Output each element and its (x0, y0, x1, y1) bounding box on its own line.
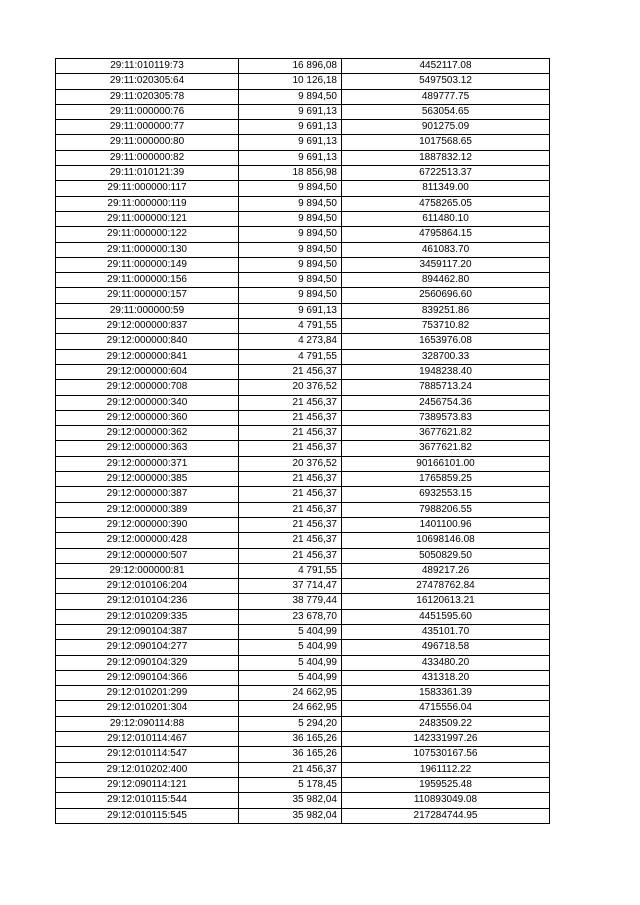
cadastral-number-cell: 29:11:000000:80 (56, 135, 239, 150)
table-row (56, 747, 550, 762)
table-row (56, 793, 550, 808)
cadastral-number-cell: 29:12:000000:428 (56, 533, 239, 548)
area-cell: 9 894,50 (239, 211, 342, 226)
value-cell: 611480.10 (342, 211, 550, 226)
value-cell: 4795864.15 (342, 227, 550, 242)
cadastral-number-cell: 29:12:010202:400 (56, 762, 239, 777)
table-row (56, 150, 550, 165)
area-cell: 20 376,52 (239, 456, 342, 471)
cadastral-number-cell: 29:12:000000:390 (56, 517, 239, 532)
cadastral-number-cell: 29:12:090114:88 (56, 716, 239, 731)
value-cell: 1887832.12 (342, 150, 550, 165)
value-cell: 27478762.84 (342, 579, 550, 594)
cadastral-number-cell: 29:11:000000:76 (56, 104, 239, 119)
cadastral-number-cell: 29:12:010115:545 (56, 808, 239, 823)
area-cell: 5 404,99 (239, 655, 342, 670)
value-cell: 1653976.08 (342, 334, 550, 349)
table-row (56, 166, 550, 181)
value-cell: 110893049.08 (342, 793, 550, 808)
area-cell: 9 894,50 (239, 196, 342, 211)
area-cell: 24 662,95 (239, 701, 342, 716)
cadastral-number-cell: 29:12:000000:387 (56, 487, 239, 502)
value-cell: 4715556.04 (342, 701, 550, 716)
table-row (56, 395, 550, 410)
cadastral-number-cell: 29:12:010201:304 (56, 701, 239, 716)
value-cell: 16120613.21 (342, 594, 550, 609)
table-row (56, 563, 550, 578)
area-cell: 21 456,37 (239, 426, 342, 441)
area-cell: 9 691,13 (239, 303, 342, 318)
value-cell: 489217.26 (342, 563, 550, 578)
cadastral-number-cell: 29:12:000000:363 (56, 441, 239, 456)
area-cell: 21 456,37 (239, 548, 342, 563)
area-cell: 35 982,04 (239, 808, 342, 823)
area-cell: 9 894,50 (239, 242, 342, 257)
table-row (56, 181, 550, 196)
cadastral-number-cell: 29:12:090104:277 (56, 640, 239, 655)
cadastral-number-cell: 29:12:010114:547 (56, 747, 239, 762)
area-cell: 21 456,37 (239, 395, 342, 410)
value-cell: 496718.58 (342, 640, 550, 655)
area-cell: 4 273,84 (239, 334, 342, 349)
table-row (56, 349, 550, 364)
cadastral-number-cell: 29:11:000000:122 (56, 227, 239, 242)
value-cell: 3459117.20 (342, 257, 550, 272)
table-row (56, 732, 550, 747)
table-row (56, 364, 550, 379)
area-cell: 21 456,37 (239, 487, 342, 502)
area-cell: 9 894,50 (239, 257, 342, 272)
cadastral-number-cell: 29:12:000000:507 (56, 548, 239, 563)
area-cell: 5 404,99 (239, 624, 342, 639)
value-cell: 4758265.05 (342, 196, 550, 211)
table-row (56, 120, 550, 135)
table-row (56, 242, 550, 257)
table-row (56, 334, 550, 349)
cadastral-number-cell: 29:11:000000:77 (56, 120, 239, 135)
cadastral-number-cell: 29:12:000000:360 (56, 410, 239, 425)
area-cell: 9 691,13 (239, 150, 342, 165)
value-cell: 2560696.60 (342, 288, 550, 303)
area-cell: 21 456,37 (239, 472, 342, 487)
cadastral-number-cell: 29:12:000000:385 (56, 472, 239, 487)
value-cell: 7988206.55 (342, 502, 550, 517)
cadastral-number-cell: 29:11:000000:149 (56, 257, 239, 272)
area-cell: 18 856,98 (239, 166, 342, 181)
table-row (56, 670, 550, 685)
table-row (56, 104, 550, 119)
area-cell: 9 691,13 (239, 104, 342, 119)
table-row (56, 579, 550, 594)
value-cell: 4451595.60 (342, 609, 550, 624)
area-cell: 4 791,55 (239, 349, 342, 364)
table-row (56, 426, 550, 441)
table-row (56, 762, 550, 777)
value-cell: 107530167.56 (342, 747, 550, 762)
cadastral-number-cell: 29:12:090114:121 (56, 777, 239, 792)
value-cell: 1959525.48 (342, 777, 550, 792)
cadastral-number-cell: 29:11:000000:82 (56, 150, 239, 165)
table-row (56, 59, 550, 74)
value-cell: 839251.86 (342, 303, 550, 318)
value-cell: 563054.65 (342, 104, 550, 119)
value-cell: 1583361.39 (342, 686, 550, 701)
table-row (56, 257, 550, 272)
table-row (56, 548, 550, 563)
value-cell: 3677621.82 (342, 441, 550, 456)
cadastral-number-cell: 29:12:000000:362 (56, 426, 239, 441)
value-cell: 6932553.15 (342, 487, 550, 502)
area-cell: 36 165,26 (239, 747, 342, 762)
value-cell: 489777.75 (342, 89, 550, 104)
value-cell: 1961112.22 (342, 762, 550, 777)
value-cell: 811349.00 (342, 181, 550, 196)
table-row (56, 686, 550, 701)
value-cell: 2483509.22 (342, 716, 550, 731)
cadastral-number-cell: 29:12:000000:371 (56, 456, 239, 471)
area-cell: 23 678,70 (239, 609, 342, 624)
area-cell: 37 714,47 (239, 579, 342, 594)
cadastral-number-cell: 29:12:000000:604 (56, 364, 239, 379)
area-cell: 5 404,99 (239, 640, 342, 655)
cadastral-number-cell: 29:11:020305:78 (56, 89, 239, 104)
area-cell: 21 456,37 (239, 517, 342, 532)
table-row (56, 196, 550, 211)
area-cell: 24 662,95 (239, 686, 342, 701)
value-cell: 90166101.00 (342, 456, 550, 471)
area-cell: 9 894,50 (239, 288, 342, 303)
cadastral-number-cell: 29:11:020305:64 (56, 74, 239, 89)
value-cell: 3677621.82 (342, 426, 550, 441)
value-cell: 433480.20 (342, 655, 550, 670)
area-cell: 9 894,50 (239, 181, 342, 196)
value-cell: 1948238.40 (342, 364, 550, 379)
cadastral-number-cell: 29:12:000000:340 (56, 395, 239, 410)
value-cell: 5050829.50 (342, 548, 550, 563)
cadastral-number-cell: 29:11:000000:156 (56, 273, 239, 288)
area-cell: 21 456,37 (239, 410, 342, 425)
table-row (56, 640, 550, 655)
value-cell: 142331997.26 (342, 732, 550, 747)
table-row (56, 441, 550, 456)
value-cell: 894462.80 (342, 273, 550, 288)
area-cell: 5 178,45 (239, 777, 342, 792)
area-cell: 9 691,13 (239, 120, 342, 135)
table-row (56, 135, 550, 150)
cadastral-number-cell: 29:12:090104:329 (56, 655, 239, 670)
value-cell: 5497503.12 (342, 74, 550, 89)
cadastral-number-cell: 29:12:000000:841 (56, 349, 239, 364)
cadastral-number-cell: 29:11:000000:119 (56, 196, 239, 211)
table-row (56, 517, 550, 532)
cadastral-number-cell: 29:12:090104:366 (56, 670, 239, 685)
table-row (56, 74, 550, 89)
value-cell: 10698146.08 (342, 533, 550, 548)
area-cell: 9 894,50 (239, 273, 342, 288)
area-cell: 35 982,04 (239, 793, 342, 808)
area-cell: 21 456,37 (239, 364, 342, 379)
area-cell: 20 376,52 (239, 380, 342, 395)
table-row (56, 777, 550, 792)
area-cell: 36 165,26 (239, 732, 342, 747)
table-row (56, 319, 550, 334)
area-cell: 21 456,37 (239, 762, 342, 777)
cadastral-number-cell: 29:12:000000:840 (56, 334, 239, 349)
area-cell: 38 779,44 (239, 594, 342, 609)
table-row (56, 472, 550, 487)
cadastral-number-cell: 29:12:000000:389 (56, 502, 239, 517)
table-row (56, 410, 550, 425)
table-row (56, 624, 550, 639)
value-cell: 217284744.95 (342, 808, 550, 823)
area-cell: 4 791,55 (239, 563, 342, 578)
value-cell: 431318.20 (342, 670, 550, 685)
cadastral-number-cell: 29:12:010114:467 (56, 732, 239, 747)
table-row (56, 288, 550, 303)
table-row (56, 502, 550, 517)
cadastral-number-cell: 29:12:000000:837 (56, 319, 239, 334)
cadastral-number-cell: 29:12:000000:708 (56, 380, 239, 395)
cadastral-number-cell: 29:12:010104:236 (56, 594, 239, 609)
table-row (56, 701, 550, 716)
cadastral-number-cell: 29:12:010201:299 (56, 686, 239, 701)
cadastral-number-cell: 29:12:090104:387 (56, 624, 239, 639)
area-cell: 9 691,13 (239, 135, 342, 150)
cadastral-number-cell: 29:12:000000:81 (56, 563, 239, 578)
area-cell: 21 456,37 (239, 441, 342, 456)
table-row (56, 609, 550, 624)
area-cell: 9 894,50 (239, 89, 342, 104)
table-row (56, 380, 550, 395)
value-cell: 7389573.83 (342, 410, 550, 425)
table-body (56, 59, 550, 824)
area-cell: 4 791,55 (239, 319, 342, 334)
area-cell: 16 896,08 (239, 59, 342, 74)
area-cell: 21 456,37 (239, 533, 342, 548)
cadastral-number-cell: 29:11:010119:73 (56, 59, 239, 74)
table-row (56, 303, 550, 318)
value-cell: 4452117.08 (342, 59, 550, 74)
table-row (56, 533, 550, 548)
cadastral-number-cell: 29:12:010115:544 (56, 793, 239, 808)
table-row (56, 716, 550, 731)
table-row (56, 273, 550, 288)
value-cell: 328700.33 (342, 349, 550, 364)
value-cell: 753710.82 (342, 319, 550, 334)
cadastral-number-cell: 29:11:000000:117 (56, 181, 239, 196)
cadastral-number-cell: 29:11:010121:39 (56, 166, 239, 181)
area-cell: 5 294,20 (239, 716, 342, 731)
table-row (56, 655, 550, 670)
cadastral-value-table (55, 58, 550, 824)
table-row (56, 456, 550, 471)
table-row (56, 594, 550, 609)
value-cell: 435101.70 (342, 624, 550, 639)
area-cell: 9 894,50 (239, 227, 342, 242)
cadastral-number-cell: 29:12:010209:335 (56, 609, 239, 624)
value-cell: 7885713.24 (342, 380, 550, 395)
value-cell: 6722513.37 (342, 166, 550, 181)
value-cell: 901275.09 (342, 120, 550, 135)
value-cell: 1401100.96 (342, 517, 550, 532)
cadastral-number-cell: 29:12:010106:204 (56, 579, 239, 594)
area-cell: 5 404,99 (239, 670, 342, 685)
value-cell: 461083.70 (342, 242, 550, 257)
cadastral-number-cell: 29:11:000000:59 (56, 303, 239, 318)
cadastral-number-cell: 29:11:000000:157 (56, 288, 239, 303)
area-cell: 10 126,18 (239, 74, 342, 89)
area-cell: 21 456,37 (239, 502, 342, 517)
value-cell: 1765859.25 (342, 472, 550, 487)
cadastral-number-cell: 29:11:000000:130 (56, 242, 239, 257)
value-cell: 2456754.36 (342, 395, 550, 410)
cadastral-number-cell: 29:11:000000:121 (56, 211, 239, 226)
value-cell: 1017568.65 (342, 135, 550, 150)
table-row (56, 808, 550, 823)
table-row (56, 487, 550, 502)
table-row (56, 89, 550, 104)
table-row (56, 227, 550, 242)
table-row (56, 211, 550, 226)
